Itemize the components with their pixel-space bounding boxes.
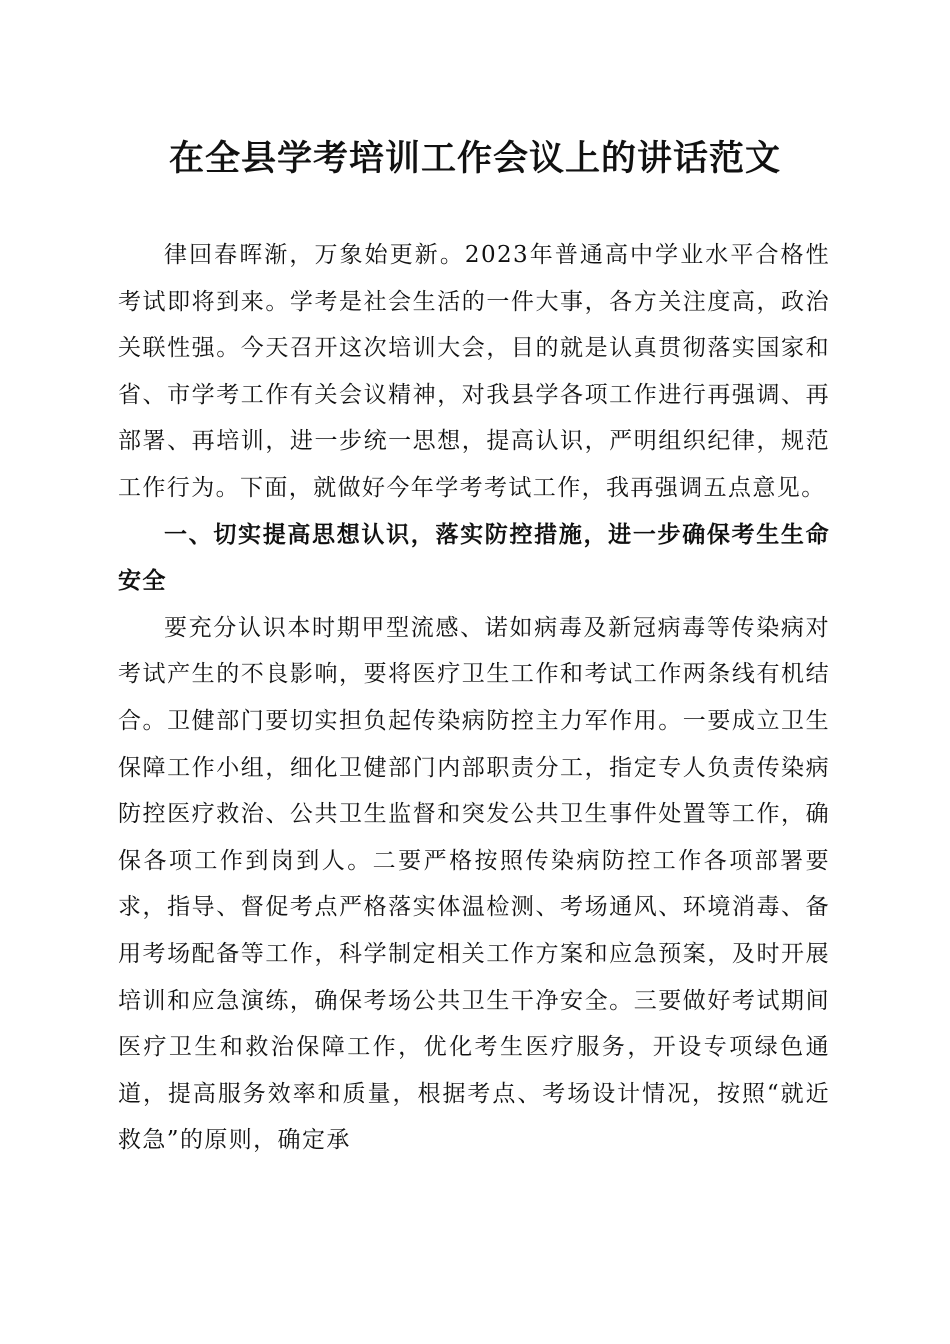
document-body bbox=[118, 232, 830, 1164]
section-heading-1: 一、切实提高思想认识，落实防控措施，进一步确保考生生命安全 bbox=[118, 521, 830, 595]
section-1-paragraph: 要充分认识本时期甲型流感、诺如病毒及新冠病毒等传染病对考试产生的不良影响，要将医疗卫生工作和考试工作两条线有机结合。卫健部门要切实担负起传染病防控主力军作用。一要成立卫生保障工作小组，细化卫健部门内部职责分工，指定专人负责传染病防控医疗救治、公共卫生监督和突发公共卫生事件处置等工作，确保各项工作到岗到人。二要严格按照传染病防控工作各项部署要求，指导、督促考点严格落实体温检测、考场通风、环境消毒、备用考场配备等工作，科学制定相关工作方案和应急预案，及时开展培训和应急演练，确保考场公共卫生干净安全。三要做好考试期间医疗卫生和救治保障工作，优化考生医疗服务，开设专项绿色通道，提高服务效率和质量，根据考点、考场设计情况，按照“就近救急”的原则，确定承 bbox=[118, 614, 830, 1154]
document-title: 在全县学考培训工作会议上的讲话范文 bbox=[168, 138, 781, 179]
intro-paragraph: 律回春晖渐，万象始更新。2023年普通高中学业水平合格性考试即将到来。学考是社会生活的一件大事，各方关注度高，政治关联性强。今天召开这次培训大会，目的就是认真贯彻落实国家和省、市学考工作有关会议精神，对我县学各项工作进行再强调、再部署、再培训，进一步统一思想，提高认识，严明组织纪律，规范工作行为。下面，就做好今年学考考试工作，我再强调五点意见。 bbox=[118, 242, 830, 501]
